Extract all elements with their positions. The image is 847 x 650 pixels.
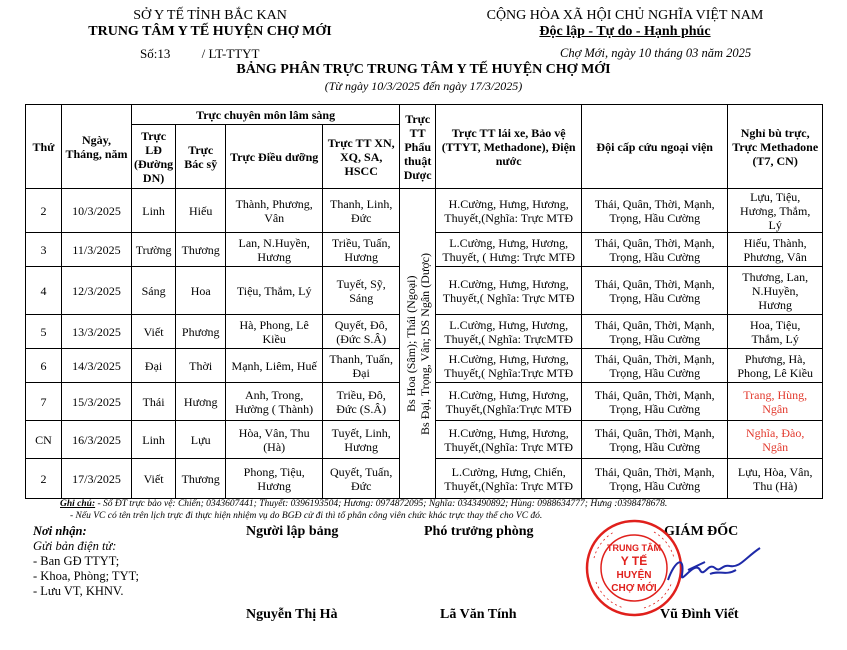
cell-laixe: L.Cường, Hưng, Hương, Thuyết,( Nghĩa: TrựcMTĐ (436, 315, 582, 349)
cell-nghibu: Lựu, Hòa, Vân, Thu (Hà) (728, 459, 823, 499)
nation-line1: CỘNG HÒA XÃ HỘI CHỦ NGHĨA VIỆT NAM (486, 8, 764, 23)
col-xn: Trực TT XN, XQ, SA, HSCC (323, 125, 400, 189)
cell-nghibu: Hoa, Tiệu, Thắm, Lý (728, 315, 823, 349)
recipients-title: Nơi nhận: (33, 524, 87, 538)
cell-ld: Trường (132, 233, 176, 267)
director-title: GIÁM ĐỐC (664, 524, 739, 539)
note-line1 (60, 499, 667, 509)
col-ld: Trực LĐ (Đường DN) (132, 125, 176, 189)
cell-ngay: 11/3/2025 (62, 233, 132, 267)
org-line2: TRUNG TÂM Y TẾ HUYỆN CHỢ MỚI (88, 24, 332, 39)
cell-nghibu: Nghĩa, Đào, Ngân (728, 421, 823, 459)
cell-xn: Triều, Tuấn, Hương (323, 233, 400, 267)
cell-dieuduong: Lan, N.Huyền, Hương (226, 233, 323, 267)
cell-dieuduong: Mạnh, Liêm, Huế (226, 349, 323, 383)
cell-ld: Linh (132, 421, 176, 459)
director-signature-icon (660, 540, 770, 595)
note-line2: - Nếu VC có tên trên lịch trực đi thực hiện nhiệm vụ do BGĐ cử đi thì tổ phân công viên chức khác trực thay thế cho VC đó. (70, 511, 543, 521)
director-name: Vũ Đình Viết (660, 607, 739, 622)
stamp-line4: CHỢ MỚI (611, 583, 657, 594)
cell-nghibu: Hiếu, Thành, Phương, Vân (728, 233, 823, 267)
cell-xn: Triều, Đô, Đức (S.Â) (323, 383, 400, 421)
col-pt: Trực TT Phẩu thuật Dược (400, 105, 436, 189)
cell-thu: 3 (26, 233, 62, 267)
cell-thu: 2 (26, 189, 62, 233)
deputy-name: Lã Văn Tính (440, 607, 517, 622)
cell-bacsy: Phương (176, 315, 226, 349)
cell-bacsy: Lựu (176, 421, 226, 459)
deputy-title: Phó trưởng phòng (424, 524, 534, 539)
cell-thu: 5 (26, 315, 62, 349)
cell-bacsy: Hoa (176, 267, 226, 315)
cell-xn: Thanh, Linh, Đức (323, 189, 400, 233)
cell-ld: Đại (132, 349, 176, 383)
cell-dieuduong: Hòa, Vân, Thu (Hà) (226, 421, 323, 459)
cell-laixe: H.Cường, Hưng, Hương, Thuyết,(Nghĩa: Trực MTĐ (436, 189, 582, 233)
cell-ld: Viết (132, 459, 176, 499)
nation-line2: Độc lập - Tự do - Hạnh phúc (539, 24, 711, 39)
cell-laixe: H.Cường, Hưng, Hương, Thuyết,( Nghĩa: Trực MTĐ (436, 267, 582, 315)
cell-capcuu: Thái, Quân, Thời, Mạnh, Trọng, Hầu Cường (582, 349, 728, 383)
number-label: Số:13 (140, 46, 171, 61)
cell-capcuu: Thái, Quân, Thời, Mạnh, Trọng, Hầu Cường (582, 383, 728, 421)
cell-bacsy: Thương (176, 233, 226, 267)
cell-xn: Tuyết, Sỹ, Sáng (323, 267, 400, 315)
cell-thu: 7 (26, 383, 62, 421)
cell-nghibu: Lựu, Tiệu, Hương, Thắm, Lý (728, 189, 823, 233)
recipients-intro: Gửi bản điện tử: (33, 539, 117, 553)
cell-nghibu: Thương, Lan, N.Huyền, Hương (728, 267, 823, 315)
col-dieuduong: Trực Điều dưỡng (226, 125, 323, 189)
stamp-line1: TRUNG TÂM (607, 543, 661, 553)
cell-capcuu: Thái, Quân, Thời, Mạnh, Trọng, Hầu Cường (582, 267, 728, 315)
recipients (33, 524, 139, 599)
cell-xn: Tuyết, Linh, Hương (323, 421, 400, 459)
page-subtitle: (Từ ngày 10/3/2025 đến ngày 17/3/2025) (324, 79, 523, 93)
cell-ld: Sáng (132, 267, 176, 315)
cell-thu: CN (26, 421, 62, 459)
preparer-title: Người lập bảng (246, 524, 339, 539)
note-text1: - Số ĐT trực bảo vệ: Chiến; 0343607441; Thuyết: 0396193504; Hương: 0974872095; Nghĩa: 0343490892; Hùng: 0988634777; Hưng :0398478678. (95, 499, 668, 509)
cell-ngay: 17/3/2025 (62, 459, 132, 499)
note-label: Ghi chú: (60, 499, 96, 509)
recipient-item: - Ban GĐ TTYT; (33, 554, 120, 568)
cell-ngay: 12/3/2025 (62, 267, 132, 315)
cell-dieuduong: Tiệu, Thắm, Lý (226, 267, 323, 315)
cell-ld: Viết (132, 315, 176, 349)
cell-xn: Thanh, Tuấn, Đại (323, 349, 400, 383)
col-group: Trực chuyên môn lâm sàng (132, 105, 400, 125)
cell-laixe: H.Cường, Hưng, Hương, Thuyết,( Nghĩa:Trực MTĐ (436, 349, 582, 383)
recipient-item: - Khoa, Phòng; TYT; (33, 569, 140, 583)
schedule-table (25, 104, 823, 499)
cell-bacsy: Hương (176, 383, 226, 421)
col-laixe: Trực TT lái xe, Bảo vệ (TTYT, Methadone), Điện nước (436, 105, 582, 189)
cell-dieuduong: Hà, Phong, Lê Kiều (226, 315, 323, 349)
cell-ld: Thái (132, 383, 176, 421)
cell-ld: Linh (132, 189, 176, 233)
col-ngay: Ngày, Tháng, năm (62, 105, 132, 189)
col-thu: Thứ (26, 105, 62, 189)
page-title: BẢNG PHÂN TRỰC TRUNG TÂM Y TẾ HUYỆN CHỢ MỚI (236, 62, 611, 77)
stamp-line2: Y TẾ (620, 554, 648, 568)
date-line: Chợ Mới, ngày 10 tháng 03 năm 2025 (560, 46, 752, 60)
doc-number (140, 46, 260, 62)
col-capcuu: Đội cấp cứu ngoại viện (582, 105, 728, 189)
recipient-item: - Lưu VT, KHNV. (33, 584, 124, 598)
cell-bacsy: Thời (176, 349, 226, 383)
org-line1: SỞ Y TẾ TỈNH BẮC KAN (133, 8, 287, 23)
col-bacsy: Trực Bác sỹ (176, 125, 226, 189)
cell-capcuu: Thái, Quân, Thời, Mạnh, Trọng, Hầu Cường (582, 421, 728, 459)
cell-thu: 2 (26, 459, 62, 499)
cell-capcuu: Thái, Quân, Thời, Mạnh, Trọng, Hầu Cường (582, 459, 728, 499)
stamp-line3: HUYỆN (616, 570, 652, 581)
cell-ngay: 14/3/2025 (62, 349, 132, 383)
cell-dieuduong: Thành, Phương, Vân (226, 189, 323, 233)
cell-thu: 4 (26, 267, 62, 315)
cell-capcuu: Thái, Quân, Thời, Mạnh, Trọng, Hầu Cường (582, 315, 728, 349)
cell-thu: 6 (26, 349, 62, 383)
cell-bacsy: Thương (176, 459, 226, 499)
cell-xn: Quyết, Đô, (Đức S.Â) (323, 315, 400, 349)
cell-ngay: 15/3/2025 (62, 383, 132, 421)
cell-dieuduong: Anh, Trong, Hường ( Thành) (226, 383, 323, 421)
org-header (40, 8, 380, 40)
cell-nghibu: Trang, Hùng, Ngân (728, 383, 823, 421)
col-nghibu: Nghỉ bù trực, Trực Methadone (T7, CN) (728, 105, 823, 189)
cell-ngay: 13/3/2025 (62, 315, 132, 349)
cell-nghibu: Phương, Hà, Phong, Lê Kiều (728, 349, 823, 383)
cell-laixe: H.Cường, Hưng, Hương, Thuyết,(Nghĩa:Trực MTĐ (436, 383, 582, 421)
cell-pt-merged: Bs Hoa (Sâm); Thái (Ngoại) Bs Đại, Trọng, Vân; DS Ngân (Dược) (400, 189, 436, 499)
cell-xn: Quyết, Tuấn, Đức (323, 459, 400, 499)
cell-laixe: L.Cường, Hưng, Hương, Thuyết, ( Hưng: Trực MTĐ (436, 233, 582, 267)
cell-dieuduong: Phong, Tiệu, Hương (226, 459, 323, 499)
cell-ngay: 10/3/2025 (62, 189, 132, 233)
cell-bacsy: Hiếu (176, 189, 226, 233)
number-suffix: / LT-TTYT (201, 46, 260, 61)
cell-laixe: H.Cường, Hưng, Hương, Thuyết,(Nghĩa: Trực MTĐ (436, 421, 582, 459)
cell-capcuu: Thái, Quân, Thời, Mạnh, Trọng, Hầu Cường (582, 233, 728, 267)
cell-capcuu: Thái, Quân, Thời, Mạnh, Trọng, Hầu Cường (582, 189, 728, 233)
preparer-name: Nguyễn Thị Hà (246, 607, 338, 622)
cell-laixe: L.Cường, Hưng, Chiến, Thuyết,(Nghĩa: Trực MTĐ (436, 459, 582, 499)
cell-ngay: 16/3/2025 (62, 421, 132, 459)
nation-header (430, 8, 820, 40)
table-row (26, 189, 823, 233)
